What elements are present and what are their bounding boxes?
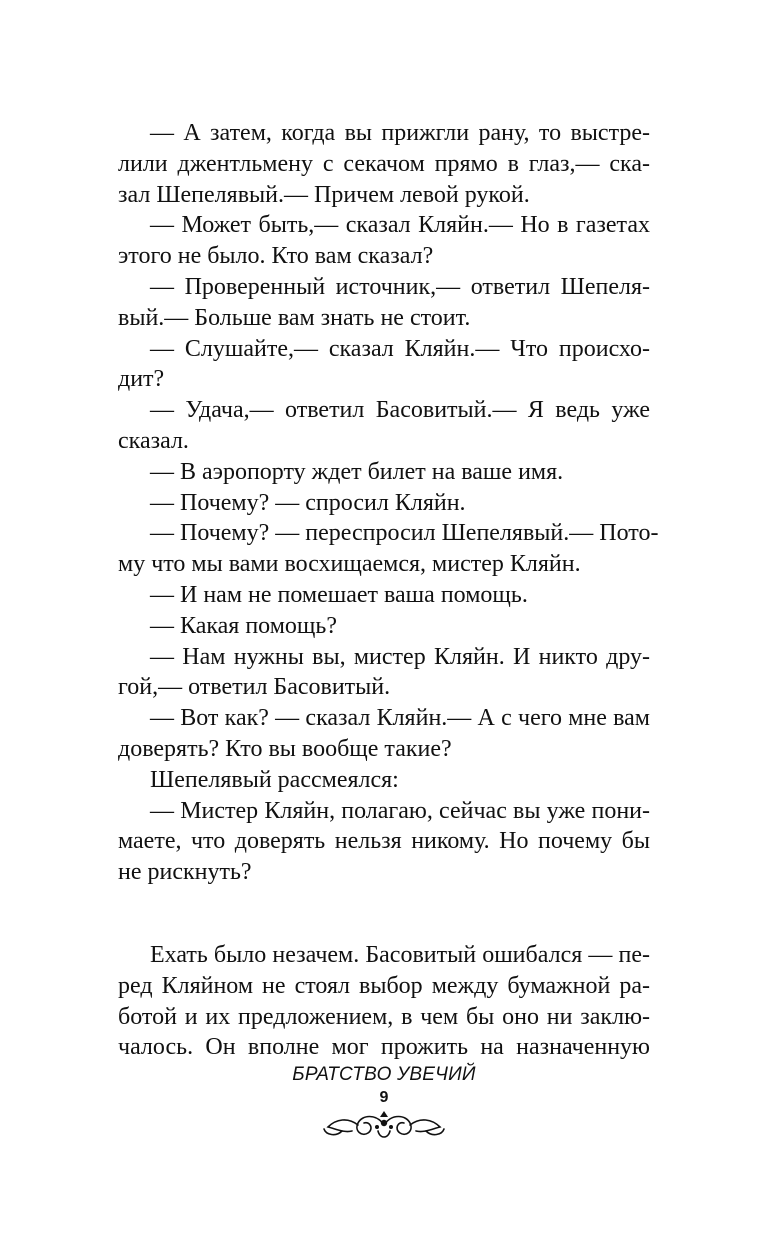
text-line: маете, что доверять нельзя никому. Но почему бы [118,828,650,855]
text-line: дит? [118,366,165,393]
page-body [118,118,659,1063]
text-line: ред Кляйном не стоял выбор между бумажной ра- [118,972,650,999]
ornament-flourish-icon [322,1107,446,1143]
text-line: — Какая помощь? [150,612,337,639]
text-line: вый.— Больше вам знать не стоит. [118,304,471,331]
text-line: — Почему? — переспросил Шепелявый.— Пото- [150,520,659,547]
text-line: Ехать было незачем. Басовитый ошибался — пе- [150,941,650,968]
section-break [118,888,650,940]
text-line: Шепелявый рассмеялся: [150,766,399,793]
text-line: сказал. [118,427,189,454]
text-line: не рискнуть? [118,859,252,886]
text-line: — Почему? — спросил Кляйн. [150,489,466,516]
text-line: зал Шепелявый.— Причем левой рукой. [118,181,530,208]
text-line: ботой и их предложением, в чем бы оно ни заклю- [118,1003,650,1030]
running-title: БРАТСТВО УВЕЧИЙ [292,1064,476,1085]
page-footer [0,1063,768,1143]
text-line: — Мистер Кляйн, полагаю, сейчас вы уже пони- [150,797,650,824]
text-line: — Слушайте,— сказал Кляйн.— Что происхо- [150,335,650,362]
text-line: — Нам нужны вы, мистер Кляйн. И никто дру- [150,643,650,670]
text-line: — А затем, когда вы прижгли рану, то выстре- [150,120,650,146]
text-line: — Может быть,— сказал Кляйн.— Но в газетах [150,212,650,239]
page-number: 9 [379,1089,389,1106]
text-line: лили джентльмену с секачом прямо в глаз,— ска- [118,150,650,177]
text-line: чалось. Он вполне мог прожить на назначенную [118,1034,650,1061]
text-line: доверять? Кто вы вообще такие? [118,735,452,762]
text-line: му что мы вами восхищаемся, мистер Кляйн. [118,551,581,578]
text-line: — Удача,— ответил Басовитый.— Я ведь уже [150,397,650,424]
text-line: — Проверенный источник,— ответил Шепеля- [150,273,650,300]
text-line: — И нам не помешает ваша помощь. [150,581,528,608]
text-line: этого не было. Кто вам сказал? [118,243,434,270]
text-line: — Вот как? — сказал Кляйн.— А с чего мне вам [150,705,650,732]
text-line: гой,— ответил Басовитый. [118,674,391,701]
text-line: — В аэропорту ждет билет на ваше имя. [150,458,564,485]
